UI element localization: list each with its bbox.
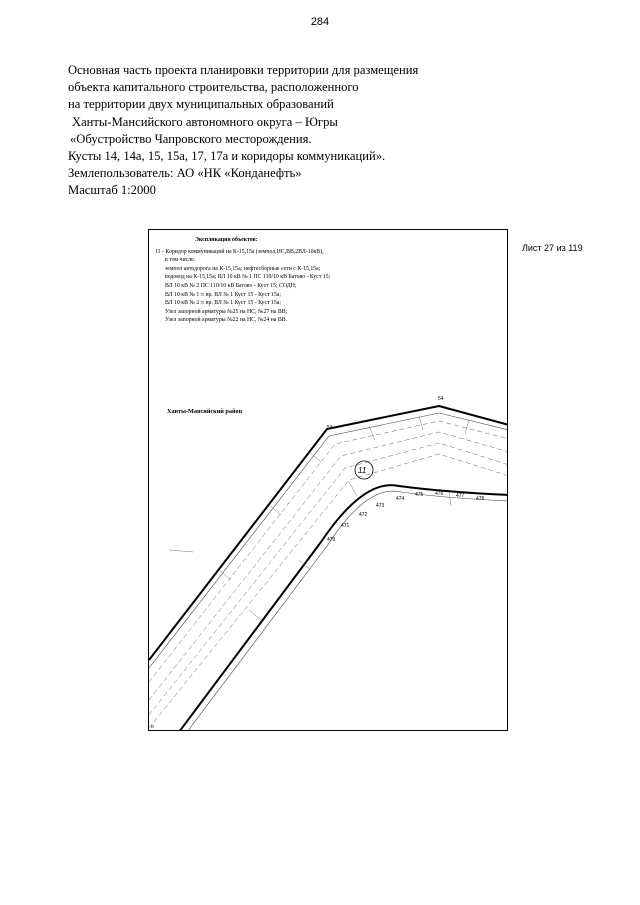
legend-item: в том числе: (165, 257, 196, 264)
document-header (68, 62, 528, 200)
legend-item: ВЛ 10 кВ № 2 ПС 110/10 кВ Батово - Куст 15; СОДН; (165, 282, 297, 289)
scale-line: Масштаб 1:2000 (68, 183, 156, 198)
legend-item: 11 - Коридор коммуникаций на К-15,15а (земпол,НС,ВВ,2ВЛ-10кВ), (155, 248, 324, 255)
object-marker-label: 11 (358, 466, 367, 475)
legend-item: Узел запорной арматуры №25 на НС, №27 на ВВ; (165, 308, 288, 315)
header-line: Землепользователь: АО «НК «Конданефть» (68, 166, 302, 181)
point-label: 470 (327, 537, 336, 543)
header-line: Ханты-Мансийского автономного округа – Югры (72, 114, 338, 129)
legend-item: земпол автодорога на К-15,15а; нефтесборные сети с К-15,15а; (165, 265, 321, 272)
sheet-label: Лист 27 из 119 (522, 243, 583, 253)
point-label: 476 (435, 491, 444, 497)
corridor-boundary-lower (179, 485, 508, 731)
corridor-boundary-upper (149, 406, 508, 660)
header-line: Кусты 14, 14а, 15, 15а, 17, 17а и коридоры коммуникаций». (68, 149, 386, 164)
header-line: Основная часть проекта планировки территории для размещения (68, 63, 419, 77)
corridor-ticks (169, 416, 469, 620)
corridor-line-dashed (149, 443, 508, 715)
header-line: «Обустройство Чапровского месторождения. (70, 131, 312, 146)
legend-title: Экспликация объектов: (195, 237, 258, 243)
legend-item: ВЛ 10 кВ № 1 т. вр. ВЛ № 1 Куст 15 - Куст 15а; (165, 291, 281, 298)
point-label: 475 (415, 492, 424, 498)
point-label: 473 (376, 503, 385, 509)
point-label: 478 (476, 496, 485, 502)
point-label: 471 (341, 523, 350, 529)
legend-item: ВЛ 10 кВ № 2 т. вр. ВЛ № 1 Куст 15 - Куст 15а; (165, 300, 281, 307)
legend-item: Узел запорной арматуры №22 на НС, №24 на ВВ. (165, 317, 288, 324)
corridor-line-dashed (149, 432, 508, 700)
point-label: 53 (327, 425, 333, 431)
header-line: объекта капитального строительства, расположенного (68, 80, 359, 95)
corner-mark: o (151, 724, 154, 730)
region-label: Ханты-Мансийский район (167, 408, 243, 415)
page-number: 284 (310, 16, 330, 28)
point-label: 477 (456, 493, 465, 499)
point-label: 54 (438, 396, 444, 402)
map-drawing (148, 229, 508, 731)
legend (155, 236, 495, 325)
legend-item: водовод на К-15,15а; ВЛ 10 кВ № 1 ПС 110/10 кВ Батово - Куст 15; (165, 274, 331, 281)
point-label: 472 (359, 512, 368, 518)
header-line: на территории двух муниципальных образований (68, 97, 334, 112)
corridor-line-dashed (149, 421, 508, 682)
point-label: 474 (396, 496, 405, 502)
